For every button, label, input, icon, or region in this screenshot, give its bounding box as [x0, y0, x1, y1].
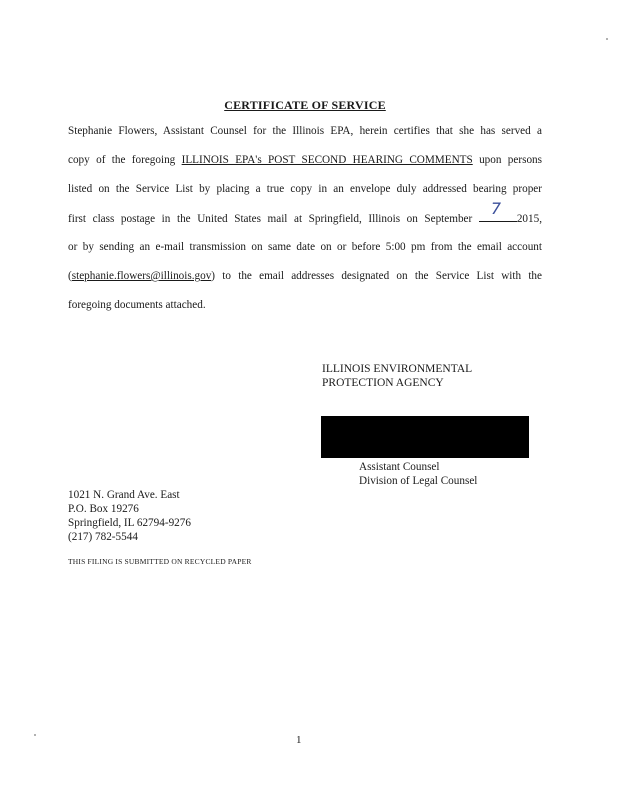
address-block	[68, 488, 191, 544]
body-line-2	[68, 153, 542, 167]
body-line-7: foregoing documents attached.	[68, 299, 206, 311]
address-po-box: P.O. Box 19276	[68, 503, 139, 515]
date-blank	[479, 199, 517, 222]
address-phone: (217) 782-5544	[68, 531, 138, 543]
address-street: 1021 N. Grand Ave. East	[68, 489, 180, 501]
signer-block	[359, 460, 477, 488]
body-line-1: Stephanie Flowers, Assistant Counsel for the Illinois EPA, herein certifies that she has served a	[68, 125, 542, 137]
signer-division: Division of Legal Counsel	[359, 475, 478, 487]
body-text: first class postage in the United States mail at Springfield, Illinois on September	[68, 213, 479, 225]
redacted-signature	[321, 416, 529, 458]
agency-name	[322, 362, 472, 390]
scan-speck	[34, 734, 36, 736]
body-line-6	[68, 269, 542, 283]
scan-speck	[606, 38, 608, 40]
handwritten-day: 7	[490, 199, 502, 218]
body-text: 2015,	[516, 213, 542, 225]
body-text: copy of the foregoing	[68, 154, 182, 166]
body-line-4	[68, 199, 542, 226]
page-number: 1	[296, 734, 302, 746]
agency-line-2: PROTECTION AGENCY	[322, 377, 444, 389]
agency-line-1: ILLINOIS ENVIRONMENTAL	[322, 363, 473, 375]
body-line-5: or by sending an e-mail transmission on same date on or before 5:00 pm from the email account	[68, 241, 542, 253]
email-link[interactable]: stephanie.flowers@illinois.gov	[71, 270, 212, 282]
page-title: CERTIFICATE OF SERVICE	[224, 98, 386, 112]
body-text: upon persons	[472, 154, 542, 166]
body-line-3: listed on the Service List by placing a true copy in an envelope duly addressed bearing proper	[68, 183, 542, 195]
recycled-paper-note: THIS FILING IS SUBMITTED ON RECYCLED PAPER	[68, 557, 252, 566]
signer-title: Assistant Counsel	[359, 461, 440, 473]
document-title-reference: ILLINOIS EPA's POST SECOND HEARING COMMENTS	[181, 154, 473, 166]
body-text: ) to the email addresses designated on the Service List with the	[211, 270, 542, 282]
address-city: Springfield, IL 62794-9276	[68, 517, 191, 529]
body-text: (	[68, 270, 72, 282]
